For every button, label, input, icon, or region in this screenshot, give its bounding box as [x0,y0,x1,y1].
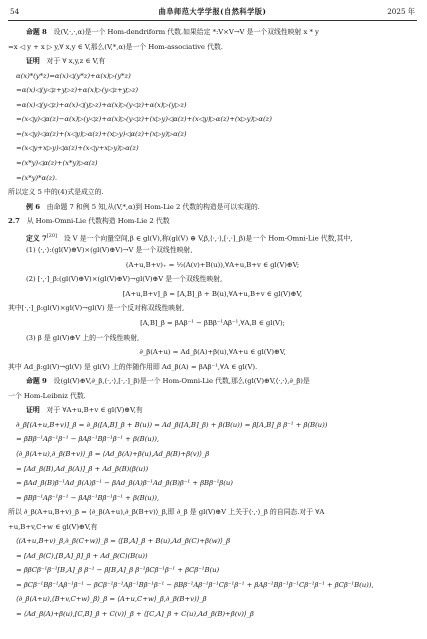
line-text: ∂_β[(A+u,B+v)]_β = ∂_β([A,B]_β + B(u)) = Ad_β([A,B]_β) + β(B(u)) = β[A,B]_β β⁻¹ + β(B(u)) [16,420,328,429]
line-text: 所以定义 5 中的(4)式是成立的. [8,188,104,197]
text-line-cont [8,392,417,400]
text-line-plain [8,523,417,531]
text-line-proof [26,406,417,414]
text-line-math [16,130,417,138]
text-line-math [16,610,417,618]
text-line-plain [8,363,417,371]
line-text: 对于 ∀A+u,B+v ∈ gl(V)⊕V,有 [46,406,143,415]
line-text: ∂_β(A+u) = Ad_β(A)+β(u),∀A+u ∈ gl(V)⊕V, [139,348,286,357]
text-line-math [16,115,417,123]
text-line-plain [8,304,417,312]
line-text: =(x*y)◁α(z)+(x*y)▷α(z) [16,158,98,167]
line-text: =(x◁y+x▷y)◁α(z)+(x◁y+x▷y)▷α(z) [16,144,139,153]
line-text: (3) β 是 gl(V)⊕V 上的一个线性映射, [26,333,140,342]
text-line-cont [8,43,417,51]
text-line-proof [26,57,417,65]
citation: [20] [46,232,57,239]
text-line-math [16,421,417,429]
running-header [10,7,415,19]
line-text: ⟨∂_β(A+u),⟨B+v,C+w⟩_β⟩_β = ⟨A+u,C+w⟩_β,∂_β(B+v)⟩_β [16,595,207,604]
line-text: = βBβ⁻¹Aβ⁻¹β⁻¹ − βAβ⁻¹Bβ⁻¹β⁻¹ + β(B(u)), [16,493,160,502]
line-text: 从 Hom-Omni-Lie 代数构造 Hom-Lie 2 代数 [26,217,170,226]
text-line-math [16,159,417,167]
line-text: [A+u,B+v]_β = [A,B]_β + B(u),∀A+u,B+v ∈ gl(V)⊕V, [122,289,303,298]
text-line-math [16,174,417,182]
text-line-math [16,72,417,80]
line-text: (1) ⟨·,·⟩:(gl(V)⊕V)×(gl(V)⊕V)→V 是一个双线性映射, [26,246,193,255]
line-text: =(x◁y)◁α(z)−α(x)▷(y◁z)+α(x)▷(y◁z)+(x▷y)◁α(z)+(x◁y)▷α(z)+(x▷y)▷α(z) [16,115,272,124]
text-line-plain [8,188,417,196]
text-line-math [16,86,417,94]
line-text: = [Ad_β(B),Ad_β(A)]_β + Ad_β(B)(β(u)) [16,464,149,473]
line-text: 其中[·,·]_β:gl(V)×gl(V)→gl(V) 是一个反对称双线性映射, [8,304,185,313]
line-text: α(x)*(y*z)=α(x)◁(y*z)+α(x)▷(y*z) [16,71,131,80]
text-line-example [26,203,417,211]
line-text: = βCβ⁻¹Bβ⁻¹Aβ⁻¹β⁻¹ − βCβ⁻¹β⁻¹Aβ⁻¹Bβ⁻¹β⁻¹ − βBβ⁻¹Aβ⁻¹β⁻¹Cβ⁻¹β⁻¹ + βAβ⁻¹Bβ⁻¹β⁻¹Cβ⁻¹β⁻¹ + βCβ⁻¹B(u)), [16,580,374,589]
line-text: = βAd_β(B)β⁻¹Ad_β(A)β⁻¹ − βAd_β(A)β⁻¹Ad_β(B)β⁻¹ + βBβ⁻¹β(u) [16,479,233,488]
text-line-math [16,566,417,574]
line-text: = ββCβ⁻¹β⁻¹[B,A]_β β⁻¹ − β[B,A]_β β⁻¹βCβ⁻¹β⁻¹ + βCβ⁻¹B(u) [16,566,220,575]
line-text: 设(V,·,·,α)是一个 Hom-dendriform 代数.如果给定 *:V×V→V 是一个双线性映射 x * y [53,28,319,36]
text-line-math [16,537,417,545]
line-label: 2.7 [8,217,20,226]
text-line-prop [26,377,417,385]
text-line-center [8,290,417,298]
line-label: 命题 9 [26,377,47,386]
line-label: 证明 [26,57,40,66]
line-label: 定义 7 [26,233,47,242]
line-text: =α(x)◁(y◁z+y▷z)+α(x)▷(y◁z+y▷z) [16,86,139,95]
line-text: = βBβ⁻¹Aβ⁻¹β⁻¹ − βAβ⁻¹Bβ⁻¹β⁻¹ + β(B(u)), [16,435,160,444]
text-line-math [16,494,417,502]
line-text: 对于 ∀ x,y,z ∈ V,有 [46,57,106,66]
text-line-plain_ind [26,275,417,283]
line-text: [A,B]_β = βAβ⁻¹ − βBβ⁻¹Aβ⁻¹,∀A,B ∈ gl(V); [140,319,285,327]
line-text: =x ◁ y + x ▷ y,∀ x,y ∈ V,那么(V,*,α)是一个 Hom-associative 代数. [8,42,223,51]
line-text: =(x◁y)◁α(z)+(x◁y)▷α(z)+(x▷y)◁α(z)+(x▷y)▷α(z) [16,129,187,138]
text-line-math [16,450,417,458]
line-text: 设 V 是一个向量空间,β ∈ gl(V),称(gl(V) ⊕ V,β,⟨·,·⟩,[·,·]_β)是一个 Hom-Omni-Lie 代数,其中, [63,233,353,242]
text-line-plain [8,508,417,516]
text-line-math [16,479,417,487]
line-text: 所以 ∂_β(A+u,B+v)_β = ⟨∂_β(A+u),∂_β(B+v)⟩_β,即 ∂_β 是 gl(V)⊕V 上关于⟨·,·⟩_β 的自同态.对于 ∀A [8,508,325,517]
line-text: +u,B+v,C+w ∈ gl(V)⊕V,有 [8,522,98,531]
text-line-math [16,581,417,589]
text-line-math [16,465,417,473]
line-text: = [Ad_β(C),[B,A]_β]_β + Ad_β(C)(B(u)) [16,551,148,560]
text-line-math [16,144,417,152]
text-line-prop [26,28,417,36]
line-label: 例 6 [26,202,40,211]
text-line-math [16,552,417,560]
text-line-center [8,319,417,327]
text-line-math [16,595,417,603]
header-rule [8,20,417,21]
text-line-center [8,348,417,356]
text-line-plain_ind [26,334,417,342]
line-text: 其中 Ad_β:gl(V)→gl(V) 是 gl(V) 上的伴随作用即 Ad_β(A) = βAβ⁻¹,∀A ∈ gl(V). [8,362,258,371]
text-line-plain_ind [26,246,417,254]
text-line-center [8,261,417,269]
line-label: 证明 [26,406,40,415]
line-text: 设(gl(V)⊕V,∂_β,⟨·,·⟩,[·,·]_β)是一个 Hom-Omni-Lie 代数,那么(gl(V)⊕V,⟨·,·⟩,∂_β)是 [53,377,310,386]
text-line-math [16,101,417,109]
text-line-section [8,217,417,225]
line-text: ⟨(A+u,B+v)_β,∂_β(C+w)⟩_β = ⟨[B,A]_β + B(u),Ad_β(C)+β(w)⟩_β [16,537,231,546]
line-text: =α(x)◁(y◁z)+α(x)◁(y▷z)+α(x)▷(y◁z)+α(x)▷(y▷z) [16,100,187,109]
line-text: (2) [·,·]_β:(gl(V)⊕V)×(gl(V)⊕V)→gl(V)⊕V 是一个双线性映射, [26,275,223,284]
line-text: ⟨∂_β(A+u),∂_β(B+v)⟩_β = ⟨Ad_β(A)+β(u),Ad_β(B)+β(v)⟩_β [16,449,210,458]
text-line-math [16,435,417,443]
line-text: =(x*y)*α(z). [16,173,58,182]
page-number: 54 [10,7,20,16]
journal-title: 曲阜师范大学学报(自然科学版) [158,7,267,16]
header-year: 2025 年 [387,7,415,16]
text-line-def [26,232,417,242]
line-text: = ⟨Ad_β(A)+β(u),[C,B]_β + C(v)⟩_β + ⟨[C,A]_β + C(u),Ad_β(B)+β(v)⟩_β [16,610,254,618]
line-text: 一个 Hom-Leibniz 代数. [8,391,86,400]
line-text: 由命题 7 和例 5 知,从(V,*,α)到 Hom-Lie 2 代数的构造是可以实现的. [46,202,260,211]
line-label: 命题 8 [26,28,47,36]
line-text: (A+u,B+v)₊ = ½(A(v)+B(u)),∀A+u,B+v ∈ gl(V)⊕V; [125,260,300,269]
